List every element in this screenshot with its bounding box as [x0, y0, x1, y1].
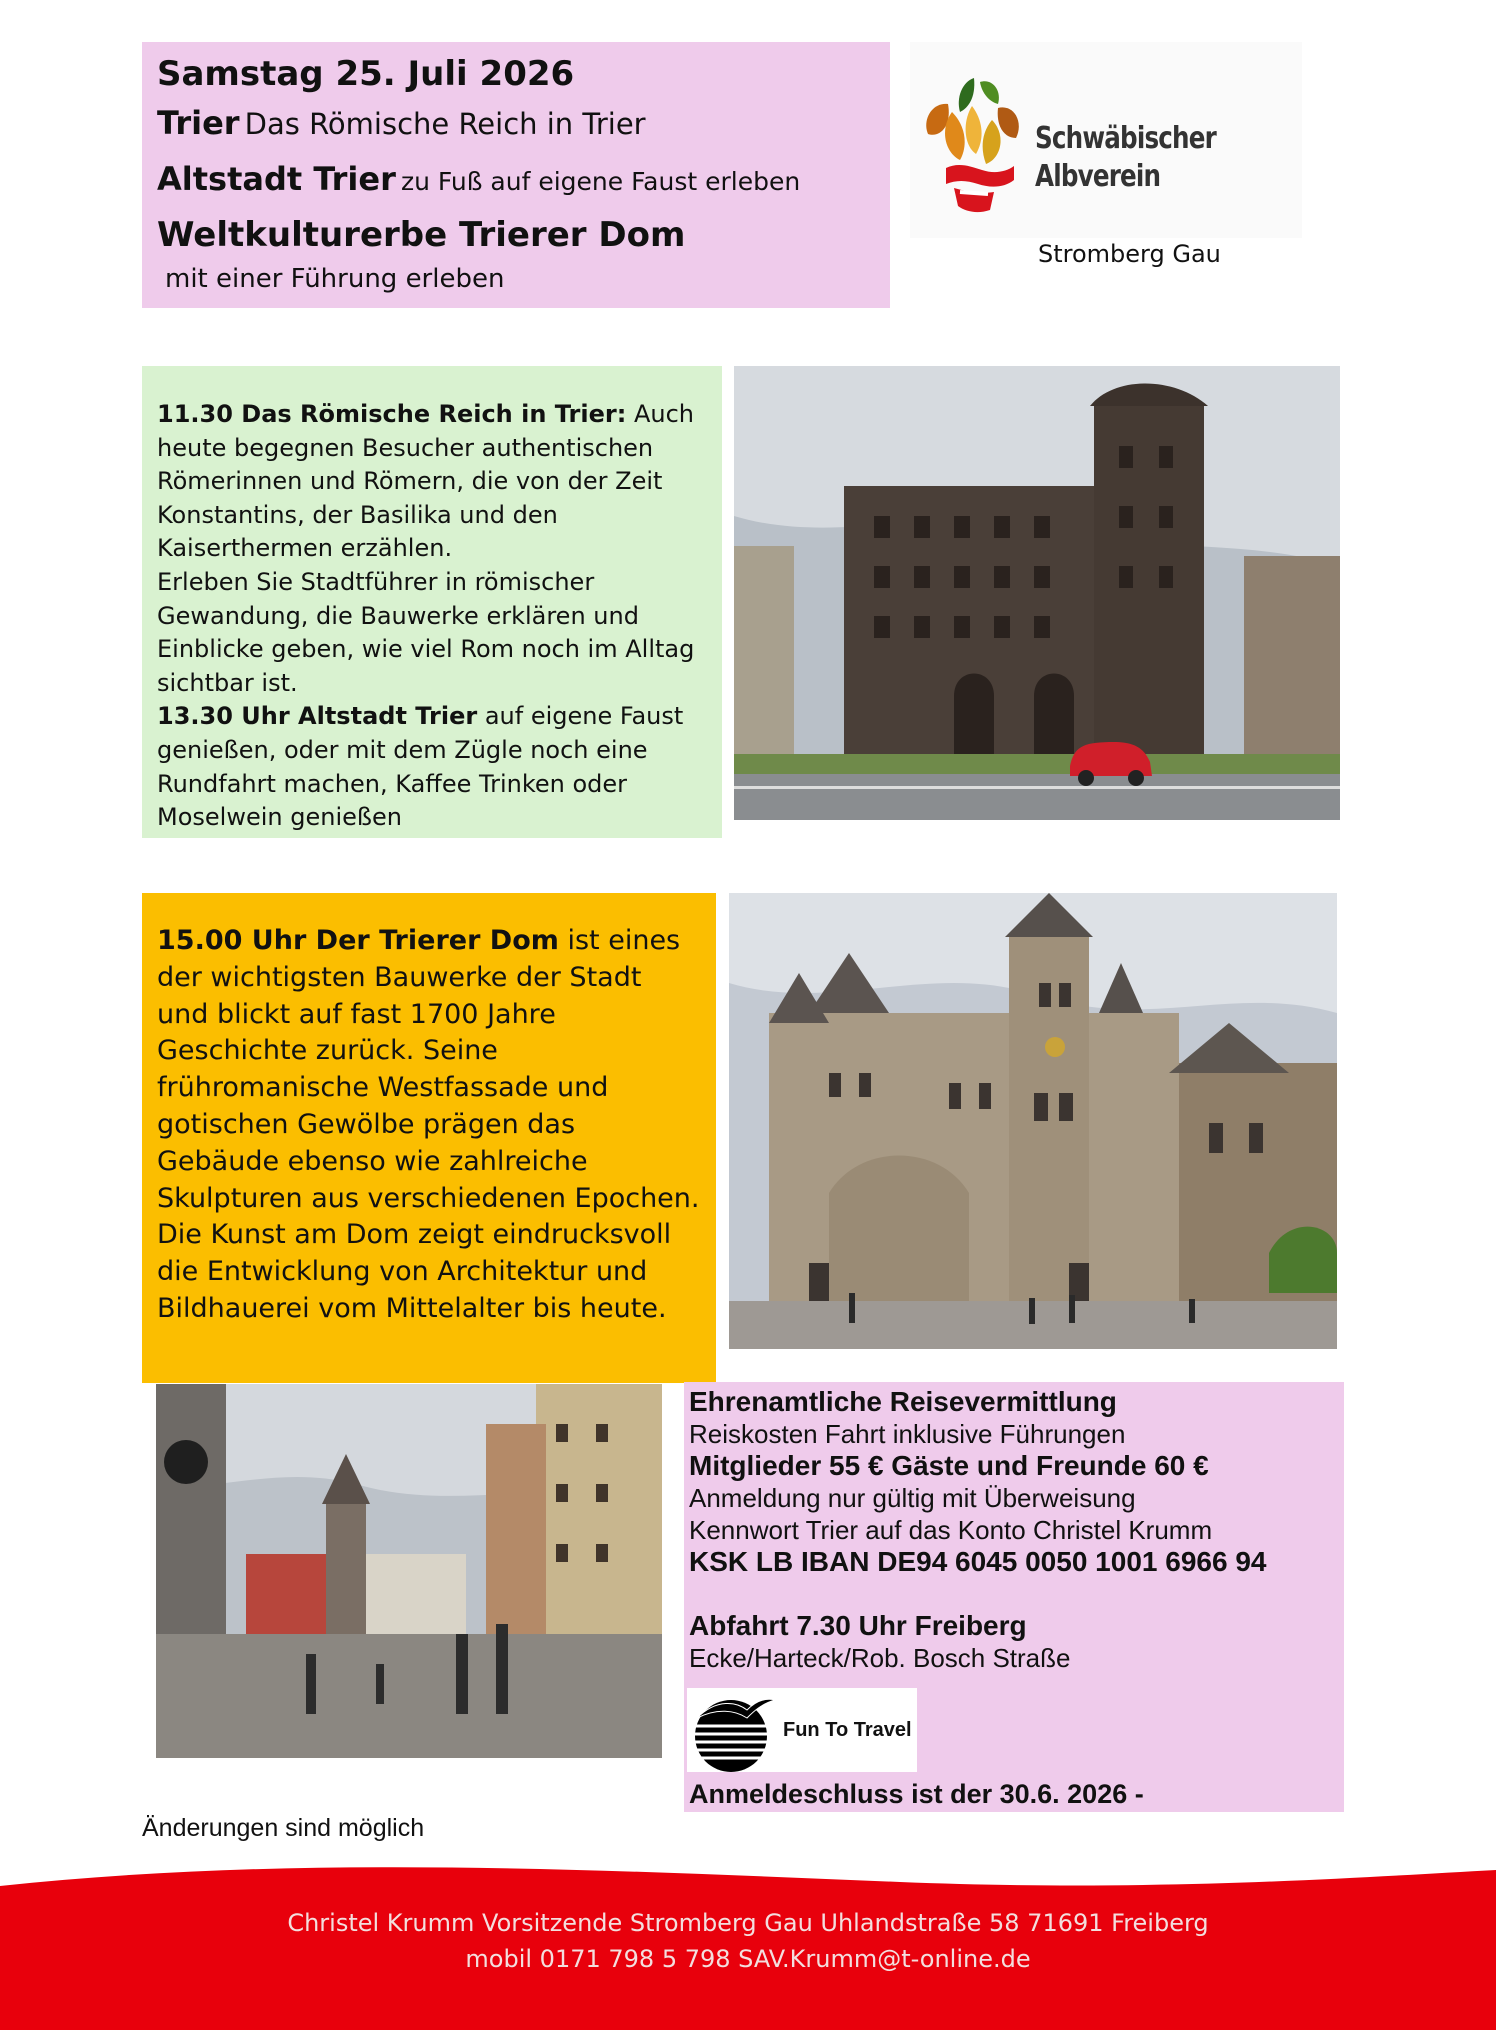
heritage-title: Weltkulturerbe Trierer Dom [157, 215, 686, 255]
header-box [142, 42, 890, 308]
trier-market-square-photo [156, 1384, 662, 1758]
city-subtitle: Das Römische Reich in Trier [244, 107, 646, 141]
event-date: Samstag 25. Juli 2026 [157, 54, 575, 94]
info-departure-place: Ecke/Harteck/Rob. Bosch Straße [689, 1643, 1071, 1673]
old-town-line [157, 154, 875, 210]
info-registration: Anmeldung nur gültig mit Überweisung [689, 1483, 1136, 1513]
program-oldtown-text: auf eigene Faust genießen, oder mit dem Zügle noch eine Rundfahrt machen, Kaffee Trinken oder Moselwein genießen [157, 702, 684, 832]
program-roman-heading: 11.30 Das Römische Reich in Trier: [157, 400, 627, 428]
trier-cathedral-photo [729, 893, 1337, 1349]
albverein-logo [910, 42, 1302, 238]
program-roman-box [142, 366, 722, 838]
gau-label: Stromberg Gau [1038, 240, 1221, 268]
city-name: Trier [157, 104, 240, 142]
footer-phone-email: mobil 0171 798 5 798 SAV.Krumm@t-online.de [465, 1945, 1031, 1973]
info-prices: Mitglieder 55 € Gäste und Freunde 60 € [689, 1450, 1209, 1481]
info-departure: Abfahrt 7.30 Uhr Freiberg [689, 1610, 1027, 1641]
program-dom-heading: 15.00 Uhr Der Trierer Dom [157, 925, 559, 956]
program-guides-text: Erleben Sie Stadtführer in römischer Gewandung, die Bauwerke erklären und Einblicke geben, wie viel Rom noch im Alltag sichtbar ist. [157, 567, 695, 697]
program-oldtown-heading: 13.30 Uhr Altstadt Trier [157, 702, 478, 731]
changes-note: Änderungen sind möglich [142, 1814, 425, 1842]
program-dom-box [142, 893, 716, 1383]
fun-to-travel-logo [687, 1688, 917, 1772]
city-line [157, 98, 875, 154]
program-dom-text: ist eines der wichtigsten Bauwerke der Stadt und blickt auf fast 1700 Jahre Geschichte zurück. Seine frühromanische Westfassade und gotischen Gewölbe prägen das Gebäude ebenso wie zahlreiche Skulpturen aus verschiedenen Epochen. Die Kunst am Dom zeigt eindrucksvoll die Entwicklung von Architektur und Bildhauerei vom Mittelalter bis heute. [157, 925, 700, 1324]
footer-address: Christel Krumm Vorsitzende Stromberg Gau Uhlandstraße 58 71691 Freiberg [287, 1909, 1209, 1937]
fun-to-travel-label: Fun To Travel [783, 1719, 912, 1741]
seagull-sun-icon [687, 1688, 777, 1772]
travel-info-box [684, 1382, 1344, 1812]
old-town-name: Altstadt Trier [157, 160, 396, 198]
heritage-subtitle: mit einer Führung erleben [165, 264, 505, 294]
program-roman-text: Auch heute begegnen Besucher authentischen Römerinnen und Römern, die von der Zeit Konstantins, der Basilika und den Kaiserthermen erzählen. [157, 400, 694, 563]
info-deadline: Anmeldeschluss ist der 30.6. 2026 - [689, 1779, 1144, 1809]
info-costs: Reiskosten Fahrt inklusive Führungen [689, 1419, 1126, 1449]
logo-wordmark: Schwäbischer Albverein [1035, 121, 1216, 194]
info-keyword: Kennwort Trier auf das Konto Christel Krumm [689, 1515, 1213, 1545]
oak-leaf-emblem-icon [910, 42, 1040, 238]
footer-contact [0, 1905, 1496, 1977]
info-iban: KSK LB IBAN DE94 6045 0050 1001 6966 94 [689, 1546, 1267, 1577]
info-title: Ehrenamtliche Reisevermittlung [689, 1386, 1117, 1417]
porta-nigra-photo [734, 366, 1340, 820]
old-town-subtitle: zu Fuß auf eigene Faust erleben [400, 167, 801, 196]
